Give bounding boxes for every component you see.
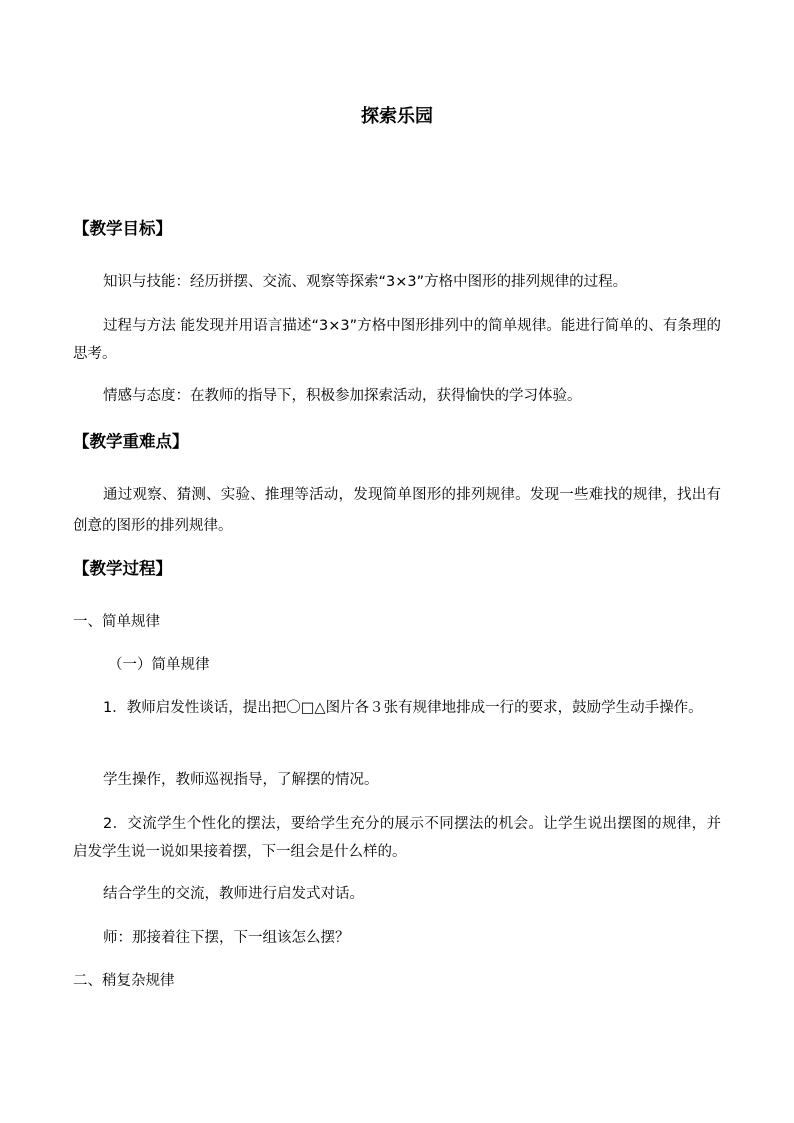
part1-observe: 学生操作，教师巡视指导，了解摆的情况。 (103, 772, 379, 788)
part1-heading: 一、简单规律 (73, 614, 160, 630)
section-heading-goals: 【教学目标】 (73, 219, 172, 238)
part2-heading: 二、稍复杂规律 (73, 973, 175, 989)
part1-teacher-question: 师：那接着往下摆，下一组该怎么摆？ (103, 930, 350, 946)
document-title: 探索乐园 (361, 106, 433, 127)
part1-step2: 2．交流学生个性化的摆法，要给学生充分的展示不同摆法的机会。让学生说出摆图的规律，并启发学生说一说如果接着摆，下一组会是什么样的。 (73, 816, 721, 860)
goal-process: 过程与方法 能发现并用语言描述“3×3”方格中图形排列中的简单规律。能进行简单的、有条理的思考。 (73, 318, 721, 362)
section-heading-process: 【教学过程】 (73, 559, 172, 578)
part1-dialogue-intro: 结合学生的交流，教师进行启发式对话。 (103, 886, 364, 902)
part1-subheading: （一）简单规律 (108, 657, 210, 673)
goal-attitude: 情感与态度：在教师的指导下，积极参加探索活动，获得愉快的学习体验。 (103, 388, 582, 404)
difficulty-paragraph: 通过观察、猜测、实验、推理等活动，发现简单图形的排列规律。发现一些难找的规律，找出有创意的图形的排列规律。 (73, 487, 721, 534)
section-heading-difficulty: 【教学重难点】 (73, 432, 189, 451)
part1-step1: 1．教师启发性谈话，提出把〇□△图片各３张有规律地排成一行的要求，鼓励学生动手操作。 (103, 700, 703, 716)
goal-knowledge: 知识与技能：经历拼摆、交流、观察等探索“3×3”方格中图形的排列规律的过程。 (103, 274, 628, 290)
